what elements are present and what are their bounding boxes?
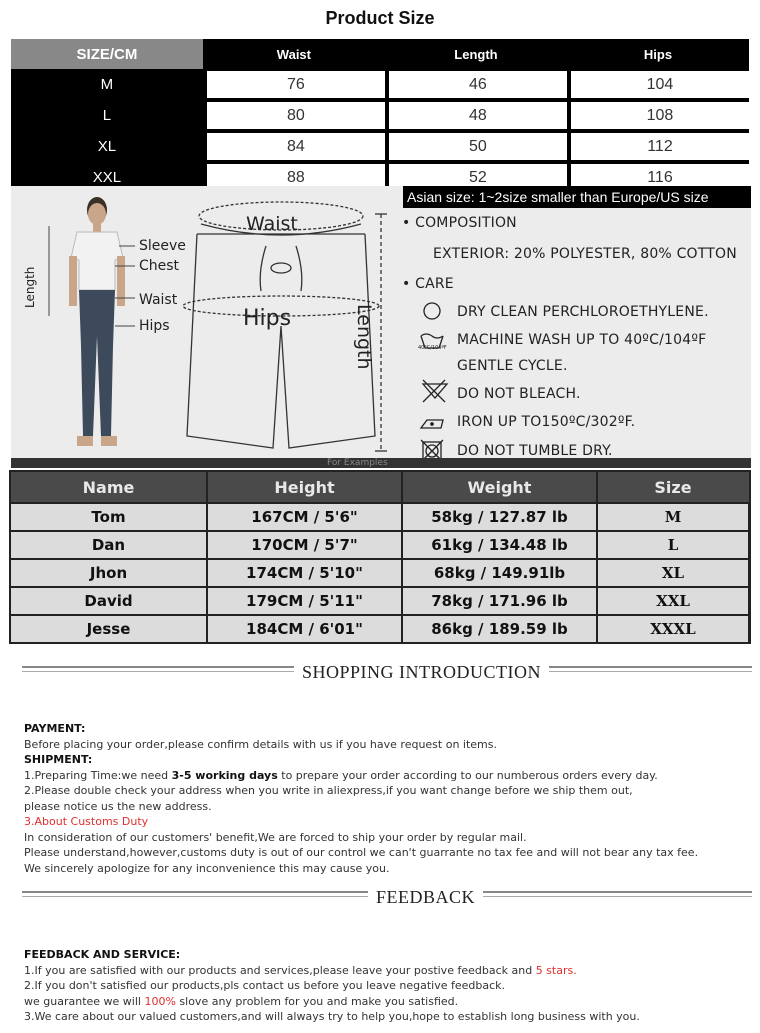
model-hips-label: Hips (139, 318, 170, 334)
length-value: 50 (389, 133, 567, 160)
example-size: M (596, 504, 748, 530)
header-size-cm: SIZE/CM (11, 39, 203, 69)
shopping-intro-header (22, 662, 752, 686)
header-hips: Hips (567, 39, 749, 69)
shorts-waist-label: Waist (246, 213, 298, 235)
example-row (11, 586, 749, 614)
example-weight: 58kg / 127.87 lb (401, 504, 596, 530)
feedback-text: we guarantee we will (24, 994, 145, 1008)
feedback-line-3 (24, 994, 640, 1010)
care-item: DO NOT TUMBLE DRY. (457, 443, 613, 459)
care-item: GENTLE CYCLE. (457, 358, 568, 374)
care-item: DRY CLEAN PERCHLOROETHYLENE. (457, 304, 709, 320)
examples-table (9, 470, 751, 644)
working-days-highlight: 3-5 working days (171, 768, 278, 782)
feedback-line-2: 2.If you don't satisfied our products,pls contact us before you leave negative feedback. (24, 979, 506, 992)
waist-value: 84 (207, 133, 385, 160)
header-height: Height (206, 472, 401, 502)
waist-value: 80 (207, 102, 385, 129)
customs-line-1: In consideration of our customers' benefit,We are forced to ship your order by regular mail. (24, 830, 527, 844)
care-title: • CARE (402, 276, 454, 292)
care-item: IRON UP TO150ºC/302ºF. (457, 414, 636, 430)
header-size: Size (596, 472, 748, 502)
customs-line-3: We sincerely apologize for any inconvenience this may cause you. (24, 861, 390, 875)
size-label: L (102, 107, 112, 124)
five-stars-highlight: 5 stars. (535, 963, 577, 977)
composition-title: • COMPOSITION (402, 215, 517, 231)
header-waist: Waist (203, 39, 385, 69)
payment-heading: PAYMENT: (24, 722, 86, 735)
feedback-header (22, 887, 752, 911)
size-chart-title: Product Size (325, 8, 435, 28)
shopping-intro-title: SHOPPING INTRODUCTION (294, 662, 549, 683)
model-sleeve-label: Sleeve (139, 238, 186, 254)
length-value: 48 (389, 102, 567, 129)
care-icons (421, 303, 447, 462)
care-item: DO NOT BLEACH. (457, 386, 581, 402)
example-name: Tom (11, 504, 206, 530)
shipment-heading: SHIPMENT: (24, 753, 93, 766)
example-row (11, 558, 749, 586)
no-bleach-icon (423, 384, 447, 398)
feedback-line-4: 3.We care about our valued customers,and will always try to help you,hope to establish long business with you. (24, 1010, 640, 1023)
length-value: 46 (389, 71, 567, 98)
size-label: XXL (92, 169, 122, 186)
hips-value: 112 (571, 133, 749, 160)
header-weight: Weight (401, 472, 596, 502)
example-weight: 61kg / 134.48 lb (401, 532, 596, 558)
percent-highlight: 100% (144, 994, 176, 1008)
feedback-text-block (24, 947, 640, 1025)
example-height: 174CM / 5'10" (206, 560, 401, 586)
hips-value: 116 (571, 164, 749, 191)
shopping-text-block (24, 721, 698, 876)
shipment-text: to prepare your order according to our numberous orders every day. (277, 768, 658, 782)
example-height: 184CM / 6'01" (206, 616, 401, 642)
header-length: Length (385, 39, 567, 69)
size-chart-header-row (11, 39, 749, 69)
example-name: David (11, 588, 206, 614)
example-size: L (596, 532, 748, 558)
example-row (11, 614, 749, 642)
size-row (11, 131, 749, 162)
model-waist-label: Waist (139, 292, 178, 308)
composition-text: EXTERIOR: 20% POLYESTER, 80% COTTON (433, 246, 737, 262)
example-size: XXL (596, 588, 748, 614)
customs-heading: 3.About Customs Duty (24, 815, 149, 828)
feedback-heading: FEEDBACK AND SERVICE: (24, 948, 181, 961)
model-length-label: Length (23, 266, 37, 308)
feedback-title: FEEDBACK (368, 887, 483, 908)
example-size: XXXL (596, 616, 748, 642)
diagram-graphics (11, 186, 751, 468)
example-weight: 68kg / 149.91lb (401, 560, 596, 586)
wash-temp-text: 40ºC/104ºF (418, 345, 447, 351)
example-height: 179CM / 5'11" (206, 588, 401, 614)
size-row (11, 69, 749, 100)
example-height: 167CM / 5'6" (206, 504, 401, 530)
customs-line-2: Please understand,however,customs duty is out of our control we can't guarrante no tax fee and will not bear any tax fee. (24, 846, 699, 859)
example-name: Jhon (11, 560, 206, 586)
feedback-text: 1.If you are satisfied with our products and services,please leave your postive feedback and (24, 963, 536, 977)
hips-value: 104 (571, 71, 749, 98)
model-figure (69, 197, 125, 446)
size-row (11, 100, 749, 131)
shipment-line-1 (24, 768, 698, 784)
asian-size-note: Asian size: 1~2size smaller than Europe/US size (403, 186, 751, 208)
dry-clean-icon (424, 303, 440, 319)
shipment-line-3: please notice us the new address. (24, 799, 212, 813)
examples-header-row (11, 472, 749, 502)
size-label: XL (97, 138, 117, 155)
care-item: MACHINE WASH UP TO 40ºC/104ºF (457, 332, 707, 348)
shorts-length-label: Length (353, 304, 375, 370)
feedback-line-1 (24, 963, 640, 979)
example-size: XL (596, 560, 748, 586)
payment-text: Before placing your order,please confirm details with us if you have request on items. (24, 737, 497, 751)
shipment-line-2: 2.Please double check your address when you write in aliexpress,if you want change before we ship them out, (24, 784, 633, 797)
example-name: Dan (11, 532, 206, 558)
size-label: M (100, 76, 114, 93)
shipment-text: 1.Preparing Time:we need (24, 768, 172, 782)
length-value: 52 (389, 164, 567, 191)
examples-strip-label: For Examples (327, 458, 388, 468)
feedback-text: slove any problem for you and make you satisfied. (175, 994, 459, 1008)
example-name: Jesse (11, 616, 206, 642)
example-row (11, 502, 749, 530)
size-chart-table (11, 39, 749, 193)
waist-value: 88 (207, 164, 385, 191)
example-height: 170CM / 5'7" (206, 532, 401, 558)
example-row (11, 530, 749, 558)
measurement-diagram (11, 186, 751, 468)
example-weight: 78kg / 171.96 lb (401, 588, 596, 614)
model-chest-label: Chest (139, 258, 180, 274)
waist-value: 76 (207, 71, 385, 98)
header-name: Name (11, 472, 206, 502)
hips-value: 108 (571, 102, 749, 129)
example-weight: 86kg / 189.59 lb (401, 616, 596, 642)
shorts-hips-label: Hips (243, 306, 292, 331)
